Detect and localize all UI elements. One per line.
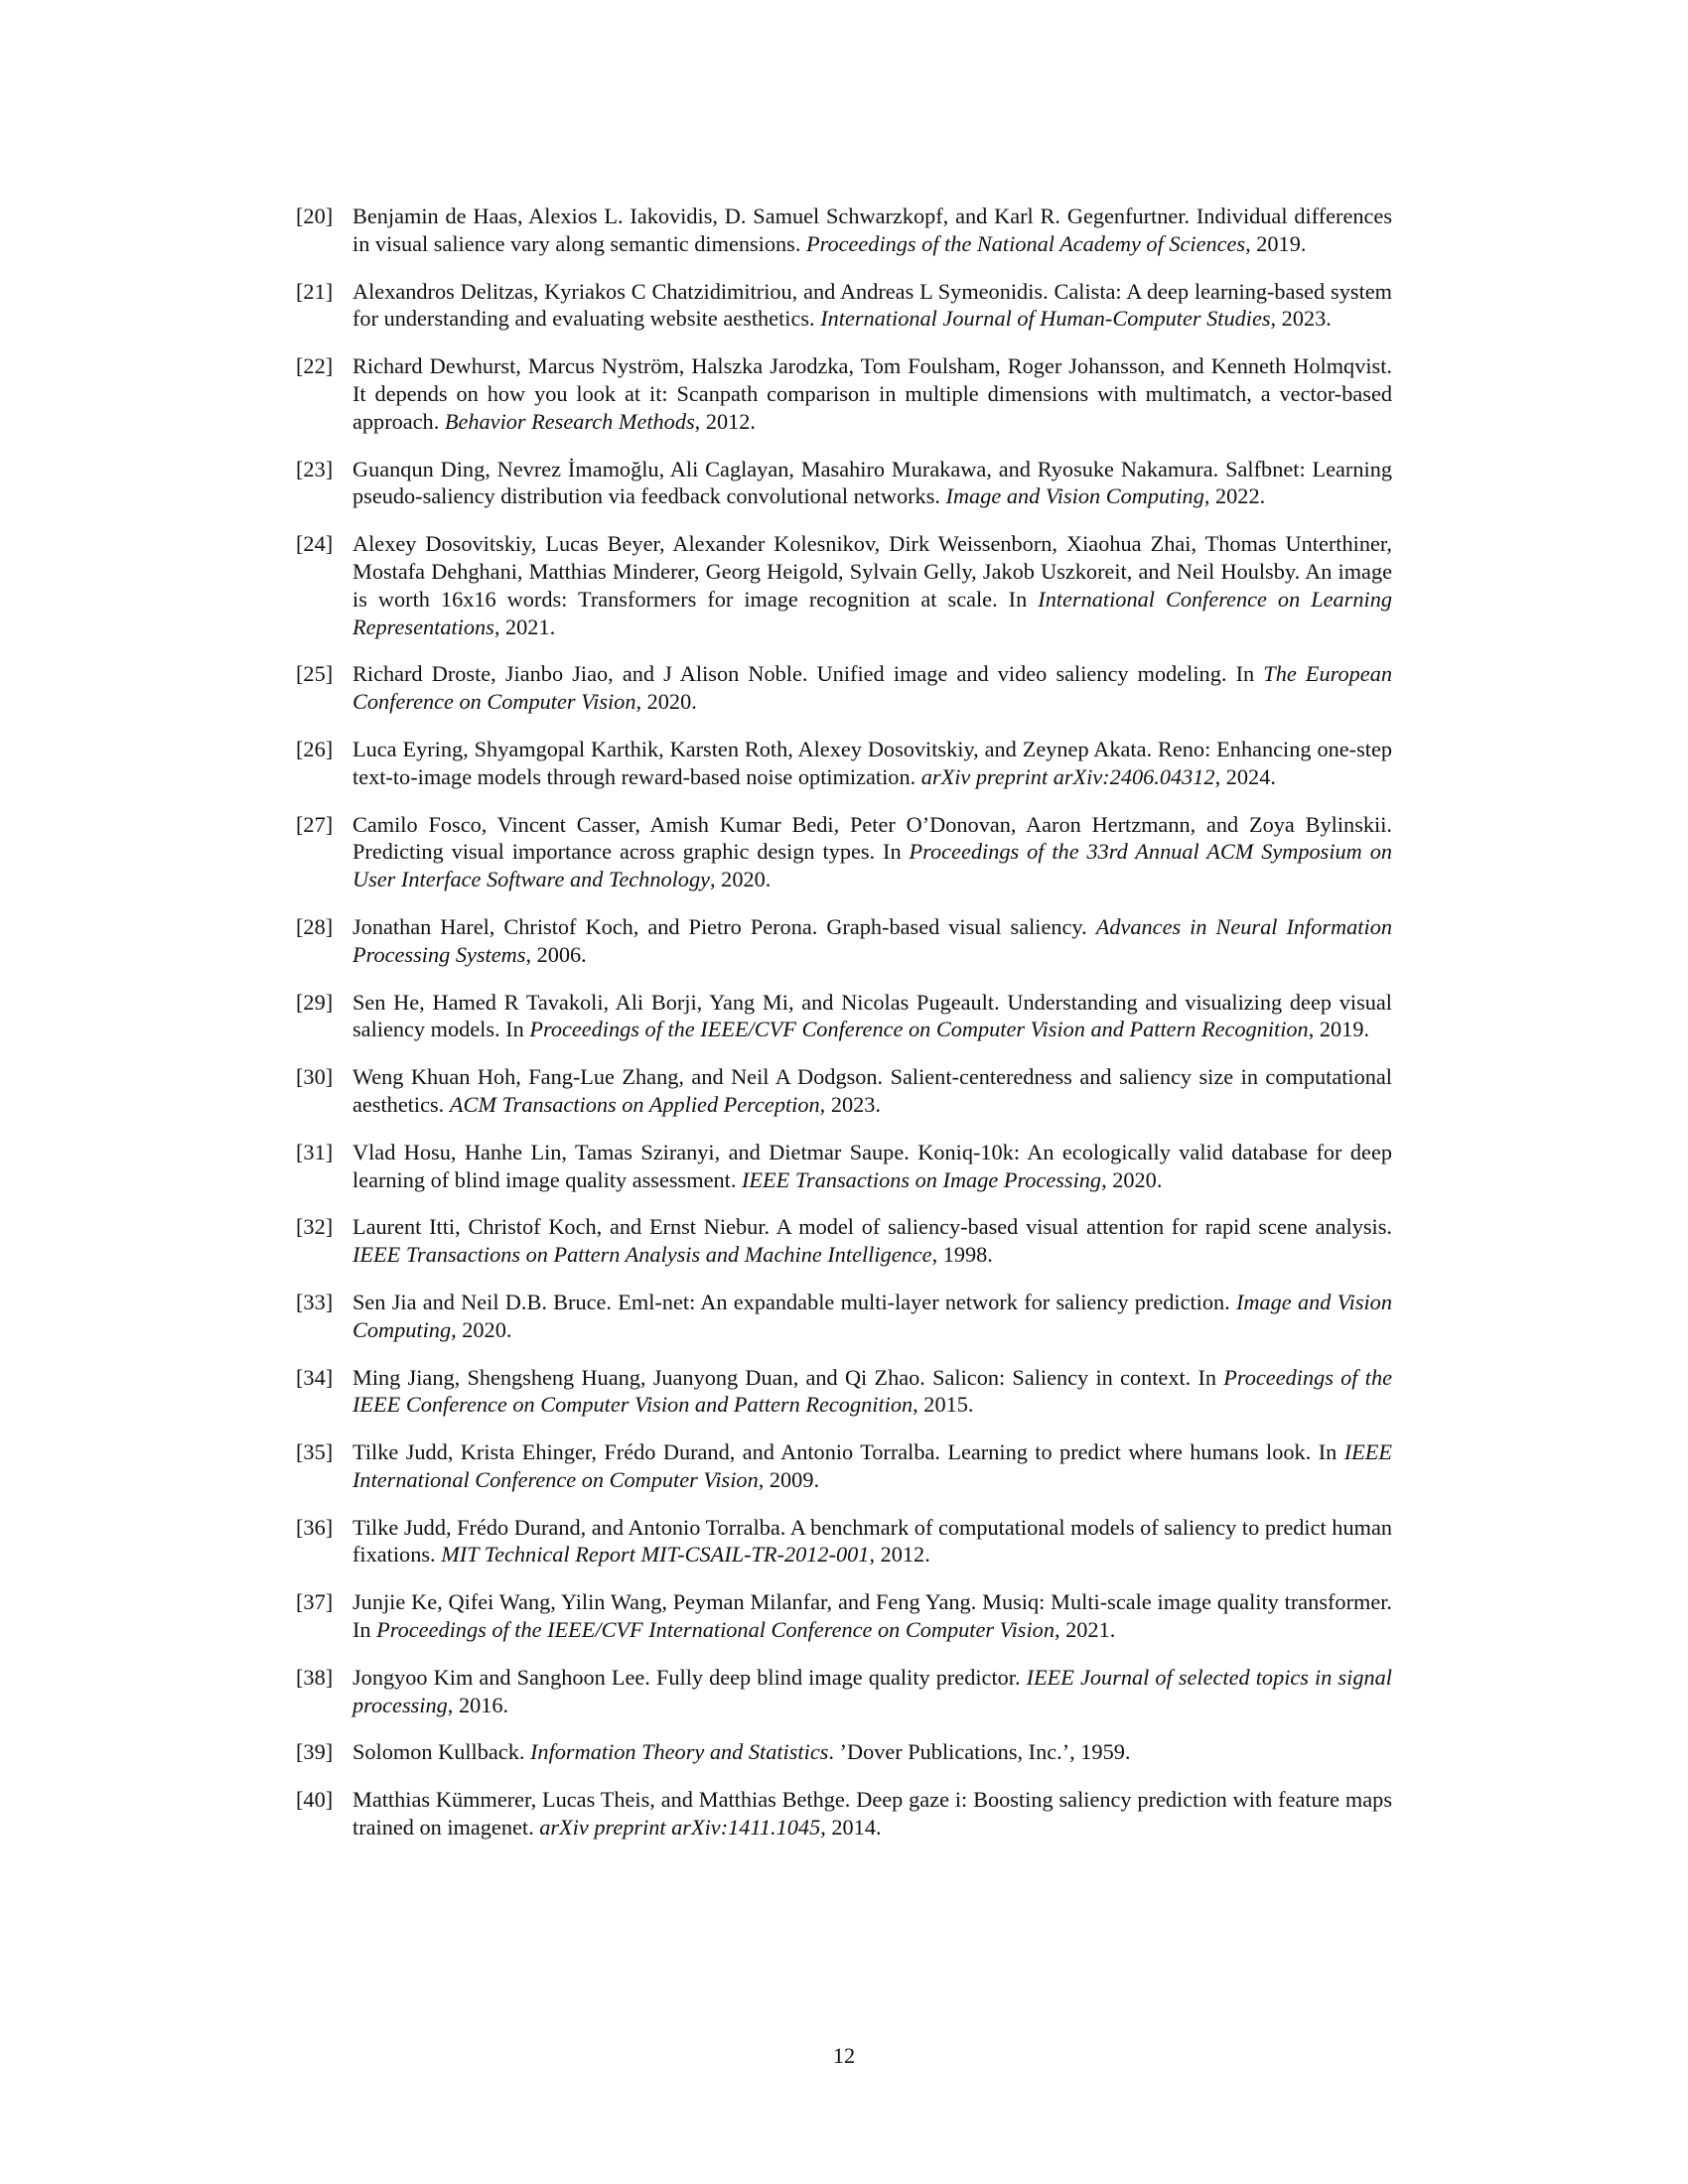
reference-tail: , 2012. bbox=[694, 408, 756, 434]
reference-number: [28] bbox=[296, 913, 334, 939]
reference-tail: , 2021. bbox=[493, 614, 556, 639]
reference-text bbox=[352, 1365, 1392, 1418]
reference-text bbox=[352, 812, 1392, 892]
reference-number: [35] bbox=[296, 1439, 334, 1465]
reference-venue: Proceedings of the 33rd Annual ACM Symposium on User Interface Software and Technology bbox=[352, 839, 1392, 892]
reference-venue: International Journal of Human-Computer Studies bbox=[820, 306, 1271, 332]
page-number: 12 bbox=[832, 2043, 856, 2068]
reference-venue: Advances in Neural Information Processing Systems bbox=[352, 913, 1392, 967]
reference-authors: Jonathan Harel, Christof Koch, and Pietro Perona. Graph-based visual saliency. bbox=[352, 913, 1096, 939]
reference-venue: Proceedings of the National Academy of Sciences bbox=[805, 230, 1246, 256]
reference-number: [20] bbox=[296, 204, 334, 228]
reference-authors: Weng Khuan Hoh, Fang-Lue Zhang, and Neil A Dodgson. Salient-centeredness and saliency size in computational aesthetics. bbox=[352, 1064, 1392, 1117]
reference-item bbox=[296, 1664, 1392, 1719]
reference-tail: . ’Dover Publications, Inc.’, 1959. bbox=[828, 1739, 1131, 1765]
reference-text bbox=[352, 1787, 1392, 1840]
reference-item bbox=[296, 352, 1392, 435]
reference-number: [33] bbox=[296, 1289, 334, 1314]
reference-item bbox=[296, 1588, 1392, 1644]
reference-venue: Behavior Research Methods bbox=[444, 408, 695, 434]
reference-venue: International Conference on Learning Representations bbox=[352, 586, 1392, 639]
reference-authors: Jongyoo Kim and Sanghoon Lee. Fully deep blind image quality predictor. bbox=[352, 1664, 1027, 1690]
reference-item bbox=[296, 1514, 1392, 1570]
reference-venue: Proceedings of the IEEE Conference on Computer Vision and Pattern Recognition bbox=[352, 1364, 1392, 1418]
reference-venue: The European Conference on Computer Vision bbox=[352, 661, 1392, 715]
reference-text bbox=[352, 914, 1392, 967]
reference-tail: , 2015. bbox=[913, 1392, 974, 1418]
reference-tail: , 2020. bbox=[635, 689, 697, 715]
reference-tail: , 2014. bbox=[820, 1815, 882, 1841]
reference-item bbox=[296, 1213, 1392, 1269]
reference-venue: IEEE Journal of selected topics in signal processing bbox=[352, 1664, 1392, 1717]
reference-text bbox=[352, 990, 1392, 1042]
reference-text bbox=[352, 531, 1392, 638]
reference-number: [26] bbox=[296, 736, 334, 761]
reference-tail: , 2019. bbox=[1308, 1017, 1370, 1042]
reference-tail: , 2021. bbox=[1054, 1617, 1116, 1643]
reference-text bbox=[352, 1665, 1392, 1717]
reference-tail: , 2012. bbox=[869, 1542, 930, 1568]
reference-authors: Vlad Hosu, Hanhe Lin, Tamas Sziranyi, and Dietmar Saupe. Koniq-10k: An ecologically valid database for deep learning of blind image quality assessment. bbox=[352, 1139, 1392, 1192]
reference-item bbox=[296, 1786, 1392, 1842]
reference-item bbox=[296, 1738, 1392, 1766]
reference-item bbox=[296, 1438, 1392, 1494]
reference-authors: Alexandros Delitzas, Kyriakos C Chatzidimitriou, and Andreas L Symeonidis. Calista: A deep learning-based system for understanding and evaluating website aesthetics. bbox=[352, 278, 1392, 332]
reference-venue: Proceedings of the IEEE/CVF International Conference on Computer Vision bbox=[376, 1617, 1055, 1643]
reference-number: [40] bbox=[296, 1787, 334, 1813]
reference-number: [29] bbox=[296, 989, 334, 1015]
reference-text bbox=[352, 1064, 1392, 1117]
reference-tail: , 2006. bbox=[525, 941, 587, 967]
reference-venue: ACM Transactions on Applied Perception bbox=[449, 1091, 820, 1117]
reference-authors: Matthias Kümmerer, Lucas Theis, and Matthias Bethge. Deep gaze i: Boosting saliency prediction with feature maps trained on imagenet. bbox=[352, 1787, 1392, 1841]
reference-authors: Ming Jiang, Shengsheng Huang, Juanyong Duan, and Qi Zhao. Salicon: Saliency in context. In bbox=[352, 1364, 1224, 1390]
reference-tail: , 2023. bbox=[819, 1091, 881, 1117]
reference-tail: , 2024. bbox=[1214, 763, 1276, 789]
reference-tail: , 2019. bbox=[1245, 230, 1307, 256]
reference-authors: Junjie Ke, Qifei Wang, Yilin Wang, Peyman Milanfar, and Feng Yang. Musiq: Multi-scale image quality transformer. In bbox=[352, 1589, 1392, 1643]
reference-number: [25] bbox=[296, 661, 334, 687]
reference-venue: IEEE Transactions on Image Processing bbox=[741, 1166, 1102, 1192]
reference-item bbox=[296, 203, 1392, 258]
reference-text bbox=[352, 1290, 1392, 1342]
reference-item bbox=[296, 660, 1392, 716]
reference-authors: Tilke Judd, Frédo Durand, and Antonio Torralba. A benchmark of computational models of saliency to predict human fixations. bbox=[352, 1514, 1392, 1568]
reference-tail: , 2020. bbox=[1101, 1166, 1163, 1192]
reference-authors: Camilo Fosco, Vincent Casser, Amish Kumar Bedi, Peter O’Donovan, Aaron Hertzmann, and Zoya Bylinskii. Predicting visual importance across graphic design types. In bbox=[352, 811, 1392, 865]
reference-text bbox=[352, 204, 1392, 256]
reference-number: [30] bbox=[296, 1064, 334, 1090]
reference-text bbox=[352, 1739, 1130, 1764]
reference-venue: Proceedings of the IEEE/CVF Conference on Computer Vision and Pattern Recognition bbox=[529, 1017, 1309, 1042]
reference-authors: Benjamin de Haas, Alexios L. Iakovidis, D. Samuel Schwarzkopf, and Karl R. Gegenfurtner. Individual differences in visual salience vary along semantic dimensions. bbox=[352, 204, 1392, 256]
reference-venue: MIT Technical Report MIT-CSAIL-TR-2012-001 bbox=[441, 1542, 870, 1568]
reference-item bbox=[296, 913, 1392, 969]
reference-text bbox=[352, 1515, 1392, 1568]
reference-tail: , 2009. bbox=[758, 1466, 820, 1492]
reference-tail: , 2022. bbox=[1203, 483, 1266, 509]
reference-text bbox=[352, 661, 1392, 714]
reference-tail: , 2020. bbox=[710, 867, 772, 892]
reference-venue: IEEE Transactions on Pattern Analysis and Machine Intelligence bbox=[352, 1242, 932, 1268]
reference-authors: Richard Droste, Jianbo Jiao, and J Alison Noble. Unified image and video saliency modeling. In bbox=[352, 661, 1264, 687]
reference-number: [24] bbox=[296, 531, 334, 557]
reference-text bbox=[352, 1589, 1392, 1642]
reference-item bbox=[296, 530, 1392, 640]
reference-list bbox=[296, 203, 1392, 1861]
reference-authors: Guanqun Ding, Nevrez İmamoğlu, Ali Caglayan, Masahiro Murakawa, and Ryosuke Nakamura. Salfbnet: Learning pseudo-saliency distribution via feedback convolutional networks. bbox=[352, 456, 1392, 509]
reference-text bbox=[352, 1140, 1392, 1192]
reference-item bbox=[296, 811, 1392, 893]
reference-venue: Image and Vision Computing bbox=[945, 483, 1204, 509]
reference-tail: , 2016. bbox=[447, 1692, 509, 1717]
reference-venue: Image and Vision Computing bbox=[352, 1289, 1392, 1342]
reference-number: [27] bbox=[296, 811, 334, 837]
reference-tail: , 2023. bbox=[1270, 306, 1332, 332]
reference-text bbox=[352, 353, 1392, 434]
reference-number: [32] bbox=[296, 1214, 334, 1240]
reference-authors: Tilke Judd, Krista Ehinger, Frédo Durand, and Antonio Torralba. Learning to predict where humans look. In bbox=[352, 1439, 1344, 1465]
reference-item bbox=[296, 1289, 1392, 1344]
reference-text bbox=[352, 279, 1392, 332]
reference-item bbox=[296, 736, 1392, 791]
reference-number: [39] bbox=[296, 1739, 334, 1765]
reference-text bbox=[352, 1214, 1392, 1267]
reference-item bbox=[296, 1139, 1392, 1194]
reference-number: [21] bbox=[296, 278, 334, 304]
reference-number: [22] bbox=[296, 353, 334, 379]
reference-authors: Sen Jia and Neil D.B. Bruce. Eml-net: An expandable multi-layer network for saliency prediction. bbox=[352, 1289, 1236, 1314]
reference-number: [23] bbox=[296, 456, 334, 481]
reference-authors: Richard Dewhurst, Marcus Nyström, Halszka Jarodzka, Tom Foulsham, Roger Johansson, and Kenneth Holmqvist. It depends on how you look at it: Scanpath comparison in multiple dimensions with multimatch, a vector-based approach. bbox=[352, 353, 1392, 434]
reference-item bbox=[296, 278, 1392, 334]
reference-authors: Luca Eyring, Shyamgopal Karthik, Karsten Roth, Alexey Dosovitskiy, and Zeynep Akata. Reno: Enhancing one-step text-to-image models through reward-based noise optimization. bbox=[352, 736, 1392, 789]
reference-venue: IEEE International Conference on Computer Vision bbox=[352, 1439, 1392, 1492]
reference-number: [36] bbox=[296, 1514, 334, 1540]
reference-text bbox=[352, 457, 1392, 509]
reference-authors: Laurent Itti, Christof Koch, and Ernst Niebur. A model of saliency-based visual attention for rapid scene analysis. bbox=[352, 1214, 1392, 1240]
reference-tail: , 1998. bbox=[931, 1242, 993, 1268]
reference-text bbox=[352, 1439, 1392, 1492]
reference-item bbox=[296, 989, 1392, 1044]
reference-item bbox=[296, 1364, 1392, 1420]
reference-authors: Alexey Dosovitskiy, Lucas Beyer, Alexander Kolesnikov, Dirk Weissenborn, Xiaohua Zhai, Thomas Unterthiner, Mostafa Dehghani, Matthias Minderer, Georg Heigold, Sylvain Gelly, Jakob Uszkoreit, and Neil Houlsby. An image is worth 16x16 words: Transformers for image recognition at scale. In bbox=[352, 531, 1392, 612]
reference-number: [34] bbox=[296, 1364, 334, 1390]
reference-number: [38] bbox=[296, 1664, 334, 1690]
reference-item bbox=[296, 1063, 1392, 1119]
reference-number: [31] bbox=[296, 1139, 334, 1164]
reference-authors: Solomon Kullback. bbox=[352, 1739, 530, 1765]
reference-item bbox=[296, 456, 1392, 511]
reference-venue: Information Theory and Statistics bbox=[530, 1739, 829, 1765]
reference-number: [37] bbox=[296, 1589, 334, 1615]
reference-tail: , 2020. bbox=[451, 1316, 512, 1342]
reference-authors: Sen He, Hamed R Tavakoli, Ali Borji, Yang Mi, and Nicolas Pugeault. Understanding and visualizing deep visual saliency models. In bbox=[352, 989, 1392, 1042]
reference-venue: arXiv preprint arXiv:2406.04312 bbox=[920, 763, 1215, 789]
reference-venue: arXiv preprint arXiv:1411.1045 bbox=[539, 1815, 821, 1841]
reference-text bbox=[352, 737, 1392, 789]
